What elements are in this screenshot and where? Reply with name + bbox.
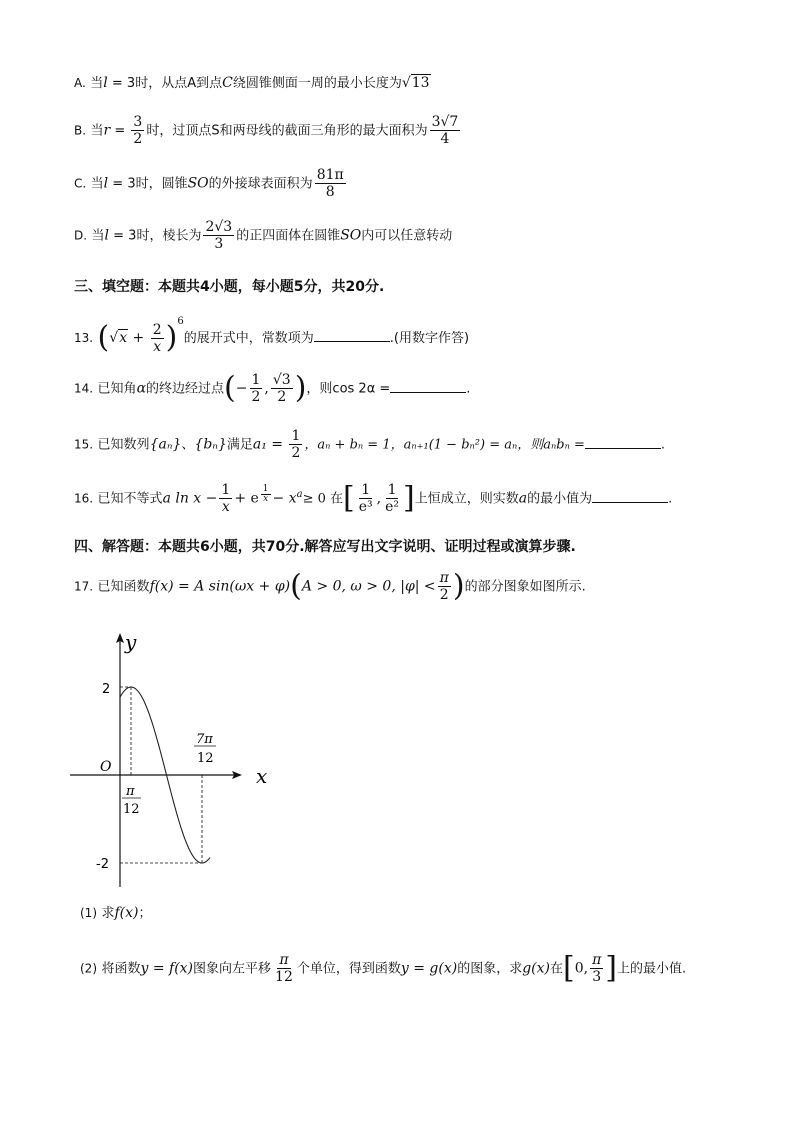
sub-question-number: (1) <box>80 906 97 920</box>
fraction: $\frac{2}{x}$ <box>152 321 162 355</box>
question-text: 将函数 <box>101 961 141 977</box>
tick-pi-12-den: 12 <box>123 802 140 817</box>
math-expr: ≥ 0 在 <box>302 491 343 507</box>
math-expr: a₁ = <box>252 436 288 453</box>
math-expr: {bₙ} <box>194 436 227 453</box>
fraction: $\frac{1}{2}$ <box>291 428 301 461</box>
question-number: 17. <box>74 579 94 594</box>
option-text: 当 <box>90 76 104 91</box>
math-var: SO <box>340 227 362 244</box>
question-text: 已知函数 <box>97 579 150 595</box>
fraction: $\frac{1}{x}$ <box>221 482 231 515</box>
option-text: = 3时，圆锥 <box>108 176 188 192</box>
math-expr: g(x) <box>522 960 550 977</box>
question-text: . <box>668 491 673 507</box>
question-text: 求 <box>101 906 115 921</box>
question-number: 13. <box>74 331 94 345</box>
question-13: 13. (√x + $\frac{2}{x}$ )$^6$的展开式中，常数项为 .(用数字作答) <box>74 316 470 355</box>
question-14: 14. 已知角α的终边经过点(− $\frac{1}{2}$ , $\frac{√3}{2}$ )，则cos 2α = . <box>74 370 471 406</box>
fraction: $\frac{3√7}{4}$ <box>431 114 459 147</box>
option-letter: D. <box>74 228 88 243</box>
x-axis-label: x <box>256 764 268 788</box>
sine-graph <box>60 625 290 895</box>
sub-question-1 <box>80 903 152 924</box>
fraction: $\frac{√3}{2}$ <box>272 372 291 405</box>
answer-blank[interactable] <box>314 327 390 342</box>
fraction: $\frac{81\pi}{8}$ <box>316 167 344 200</box>
question-17: 17. 已知函数f(x) = A sin(ωx + φ)(A > 0, ω > 0, |φ| < $\frac{\pi}{2}$ )的部分图象如图所示. <box>74 568 586 604</box>
y-max-label: 2 <box>102 682 111 697</box>
option-text: = 3时，从点A到点 <box>107 76 223 91</box>
math-expr: 0, <box>574 960 589 977</box>
fraction: $\frac{2√3}{3}$ <box>205 219 233 252</box>
tick-7pi-12-num: 7π <box>196 732 213 747</box>
exponent: a <box>296 488 303 500</box>
section-heading-fill-in: 三、填空题：本题共4小题，每小题5分，共20分. <box>74 279 385 295</box>
origin-label: O <box>100 759 112 775</box>
fraction: $\frac{1}{2}$ <box>251 372 261 405</box>
question-text: 的终边经过点 <box>146 381 225 397</box>
question-text: 已知角 <box>97 381 137 397</box>
math-expr: {aₙ} <box>149 436 182 453</box>
question-number: 15. <box>74 437 94 452</box>
question-number: 16. <box>74 491 94 506</box>
math-var: SO <box>187 175 209 192</box>
question-number: 14. <box>74 381 94 396</box>
exponent: 6 <box>177 316 184 327</box>
question-text: ； <box>138 906 152 921</box>
separator: 、 <box>181 437 195 453</box>
math-expr: f(x) <box>114 905 139 921</box>
option-text: 内可以任意转动 <box>361 228 453 244</box>
option-text: 当 <box>91 228 105 244</box>
y-min-label: -2 <box>96 857 109 872</box>
exponent-fraction: 1 x <box>262 483 269 504</box>
math-expr: f(x) = A sin(ωx + φ) <box>149 578 291 595</box>
question-text: 的图象，求 <box>457 961 523 977</box>
question-text: 个单位，得到函数 <box>296 961 401 977</box>
question-16: 16. 已知不等式a ln x − $\frac{1}{x}$ + e $^{\frac{1}{x}}$ − $x^a\ge 0$ 在[ $\frac{1}{\text{e³}}$ , $\frac{1}{\text{e²}}$ ]上恒成立，则实数a的最小值为 . <box>74 480 673 516</box>
question-text: 在 <box>550 961 564 977</box>
fraction: $\frac{\pi}{3}$ <box>592 952 602 985</box>
tick-pi-12-num: π <box>126 784 135 799</box>
question-text: 已知不等式 <box>97 491 163 507</box>
section-heading-solutions: 四、解答题：本题共6小题，共70分.解答应写出文字说明、证明过程或演算步骤. <box>74 539 576 555</box>
question-text: ，则cos 2α = <box>306 381 391 397</box>
answer-blank[interactable] <box>390 378 466 393</box>
fraction: $\frac{\pi}{12}$ <box>275 952 293 985</box>
question-15 <box>74 428 665 461</box>
fraction: $\frac{1}{\text{e²}}$ <box>385 482 399 515</box>
option-text: = <box>110 123 130 139</box>
math-expr: A > 0, ω > 0, |φ| < <box>301 578 436 595</box>
option-text: 的外接球表面积为 <box>208 176 313 192</box>
option-a: A. 当l = 3时，从点A到点C绕圆锥侧面一周的最小长度为√13 <box>74 75 430 91</box>
math-expr: ，aₙ + bₙ = 1，aₙ₊₁(1 − bₙ²) = aₙ，则aₙbₙ = <box>304 437 585 453</box>
option-text: 绕圆锥侧面一周的最小长度为 <box>232 76 402 91</box>
fraction: $\frac{1}{\text{e³}}$ <box>358 482 373 515</box>
math-expr: − x <box>272 490 297 507</box>
question-text: 上恒成立，则实数 <box>414 491 519 507</box>
question-text: 满足 <box>226 437 253 453</box>
option-text: 当 <box>90 176 104 192</box>
question-text: 的最小值为 <box>527 491 593 507</box>
math-expr: + e <box>234 490 259 507</box>
math-var: l <box>103 75 108 91</box>
fraction: $\frac{\pi}{2}$ <box>439 570 449 603</box>
option-b <box>74 114 462 147</box>
sub-question-number: (2) <box>80 961 97 976</box>
y-axis-label: y <box>125 630 137 654</box>
math-expr: y = f(x) <box>140 960 194 977</box>
option-text: 的正四面体在圆锥 <box>236 228 341 244</box>
option-letter: C. <box>74 176 87 191</box>
math-var: α <box>136 380 147 397</box>
math-expr: a ln x − <box>162 490 218 507</box>
math-value: 13 <box>411 75 430 91</box>
option-text: = 3时，棱长为 <box>109 228 202 244</box>
math-var: a <box>518 490 528 507</box>
tick-7pi-12-den: 12 <box>197 751 214 766</box>
math-var: l <box>103 175 109 192</box>
question-text: 的部分图象如图所示. <box>464 579 586 595</box>
math-var: r <box>103 122 111 139</box>
sub-question-2: (2) 将函数y = f(x)图象向左平移 $\frac{\pi}{12}$ 个单位，得到函数y = g(x)的图象，求g(x)在[0, $\frac{\pi}{3}$ ]上的最小值. <box>80 950 687 986</box>
math-expr: y = g(x) <box>400 960 458 977</box>
question-text: .(用数字作答) <box>389 331 470 346</box>
option-d <box>74 219 452 252</box>
fraction: $\frac{3}{2}$ <box>133 114 143 147</box>
question-text: . <box>660 437 666 453</box>
option-text: 当 <box>90 123 104 139</box>
option-letter: B. <box>74 123 87 138</box>
option-text: 时，过顶点S和两母线的截面三角形的最大面积为 <box>146 123 428 139</box>
answer-blank[interactable] <box>585 434 661 449</box>
question-text: 已知数列 <box>97 437 150 453</box>
option-letter: A. <box>74 76 86 90</box>
question-text: 图象向左平移 <box>193 961 272 977</box>
question-text: 的展开式中，常数项为 <box>183 331 314 346</box>
option-c <box>74 167 348 200</box>
math-var: l <box>104 227 110 244</box>
question-text: 上的最小值. <box>617 961 687 977</box>
math-var: C <box>222 75 233 91</box>
answer-blank[interactable] <box>592 488 668 503</box>
question-text: . <box>466 381 471 397</box>
